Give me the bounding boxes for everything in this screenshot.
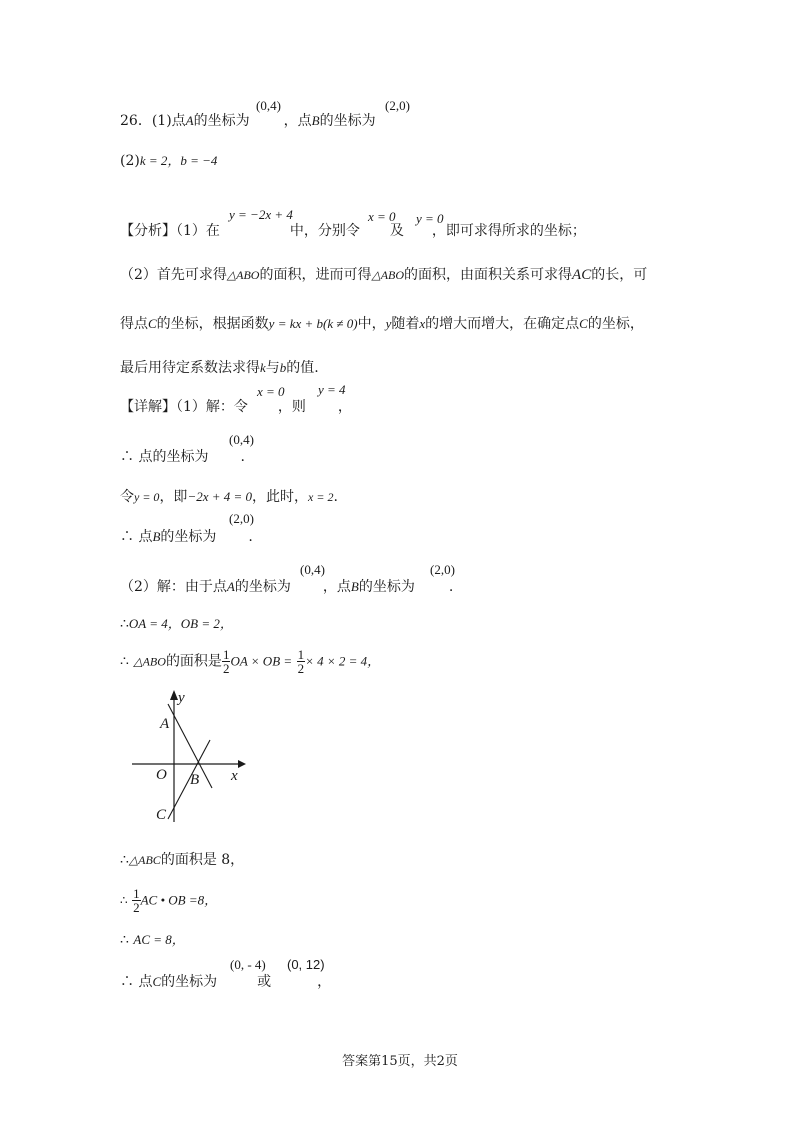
detail-line9: ∴ $\frac{1}{2}$ AC • OB =8， bbox=[120, 886, 218, 915]
detail-line2: ∴ 点的坐标为 . bbox=[120, 449, 245, 465]
analysis-eq: y = −2x + 4 bbox=[229, 207, 293, 222]
analysis-line1: 【分析】（1）在 中，分别令 及 ，即可求得所求的坐标； bbox=[120, 223, 586, 239]
page-footer: 答案第15页，共2页 bbox=[342, 1054, 458, 1069]
detail-line8: ∴△ABC的面积是 8， bbox=[120, 852, 245, 868]
detail-line1: 【详解】（1）解：令 ，则 ， bbox=[120, 399, 352, 415]
origin-label: O bbox=[156, 767, 167, 783]
coordinate-figure bbox=[130, 688, 250, 823]
q26-B-coord: (2,0) bbox=[385, 98, 410, 113]
point-c-label: C bbox=[156, 807, 167, 823]
detail-line5: （2）解：由于点A的坐标为 ，点B的坐标为 . bbox=[120, 579, 454, 595]
half-fraction-3: $\frac{1}{2}$ bbox=[133, 886, 140, 915]
half-fraction: $\frac{1}{2}$ bbox=[222, 647, 230, 676]
detail-C1-coord: (0, - 4) bbox=[230, 957, 266, 972]
analysis-line4: 最后用待定系数法求得k与b的值. bbox=[120, 360, 319, 376]
point-b-label: B bbox=[190, 772, 200, 788]
x-axis-label: x bbox=[231, 768, 238, 784]
analysis-line3: 得点C的坐标，根据函数y = kx + b(k ≠ 0)中，y随着x的增大而增大，在确定点C的坐标， bbox=[120, 316, 644, 332]
detail-x0: x = 0 bbox=[257, 384, 285, 399]
detail-line4: ∴ 点B的坐标为 . bbox=[120, 529, 253, 545]
detail-line11: ∴ 点C的坐标为 或 ， bbox=[120, 974, 332, 990]
detail-A-coord-2: (0,4) bbox=[300, 562, 325, 577]
half-fraction-2: $\frac{1}{2}$ bbox=[297, 647, 305, 676]
analysis-line2: （2）首先可求得△ABO的面积，进而可得△ABO的面积，由面积关系可求得AC的长，可 bbox=[120, 267, 648, 283]
q26-answer-line1: 26．(1)点A的坐标为 ，点B的坐标为 bbox=[120, 113, 376, 129]
detail-line10: ∴ AC = 8， bbox=[120, 932, 185, 948]
analysis-x0: x = 0 bbox=[368, 209, 396, 224]
detail-line7: ∴ △ABO的面积是 $\frac{1}{2}$ OA × OB = $\frac{1}{2}$ × 4 × 2 = 4， bbox=[120, 647, 381, 676]
point-a-label: A bbox=[160, 716, 170, 732]
detail-B-coord: (2,0) bbox=[229, 511, 254, 526]
detail-line6: ∴OA = 4，OB = 2， bbox=[120, 616, 233, 632]
detail-A-coord: (0,4) bbox=[229, 432, 254, 447]
detail-C2-coord: (0, 12) bbox=[287, 957, 325, 972]
q26-answer-line2: (2)k = 2，b = −4 bbox=[120, 153, 218, 169]
x-axis-arrow bbox=[238, 760, 246, 768]
detail-y4: y = 4 bbox=[318, 382, 346, 397]
y-axis-arrow bbox=[170, 690, 178, 700]
analysis-y0: y = 0 bbox=[416, 211, 444, 226]
q26-A-coord: (0,4) bbox=[256, 98, 281, 113]
detail-B-coord-2: (2,0) bbox=[430, 562, 455, 577]
y-axis-label: y bbox=[178, 690, 185, 706]
detail-line3: 令y = 0，即−2x + 4 = 0，此时，x = 2. bbox=[120, 489, 338, 505]
